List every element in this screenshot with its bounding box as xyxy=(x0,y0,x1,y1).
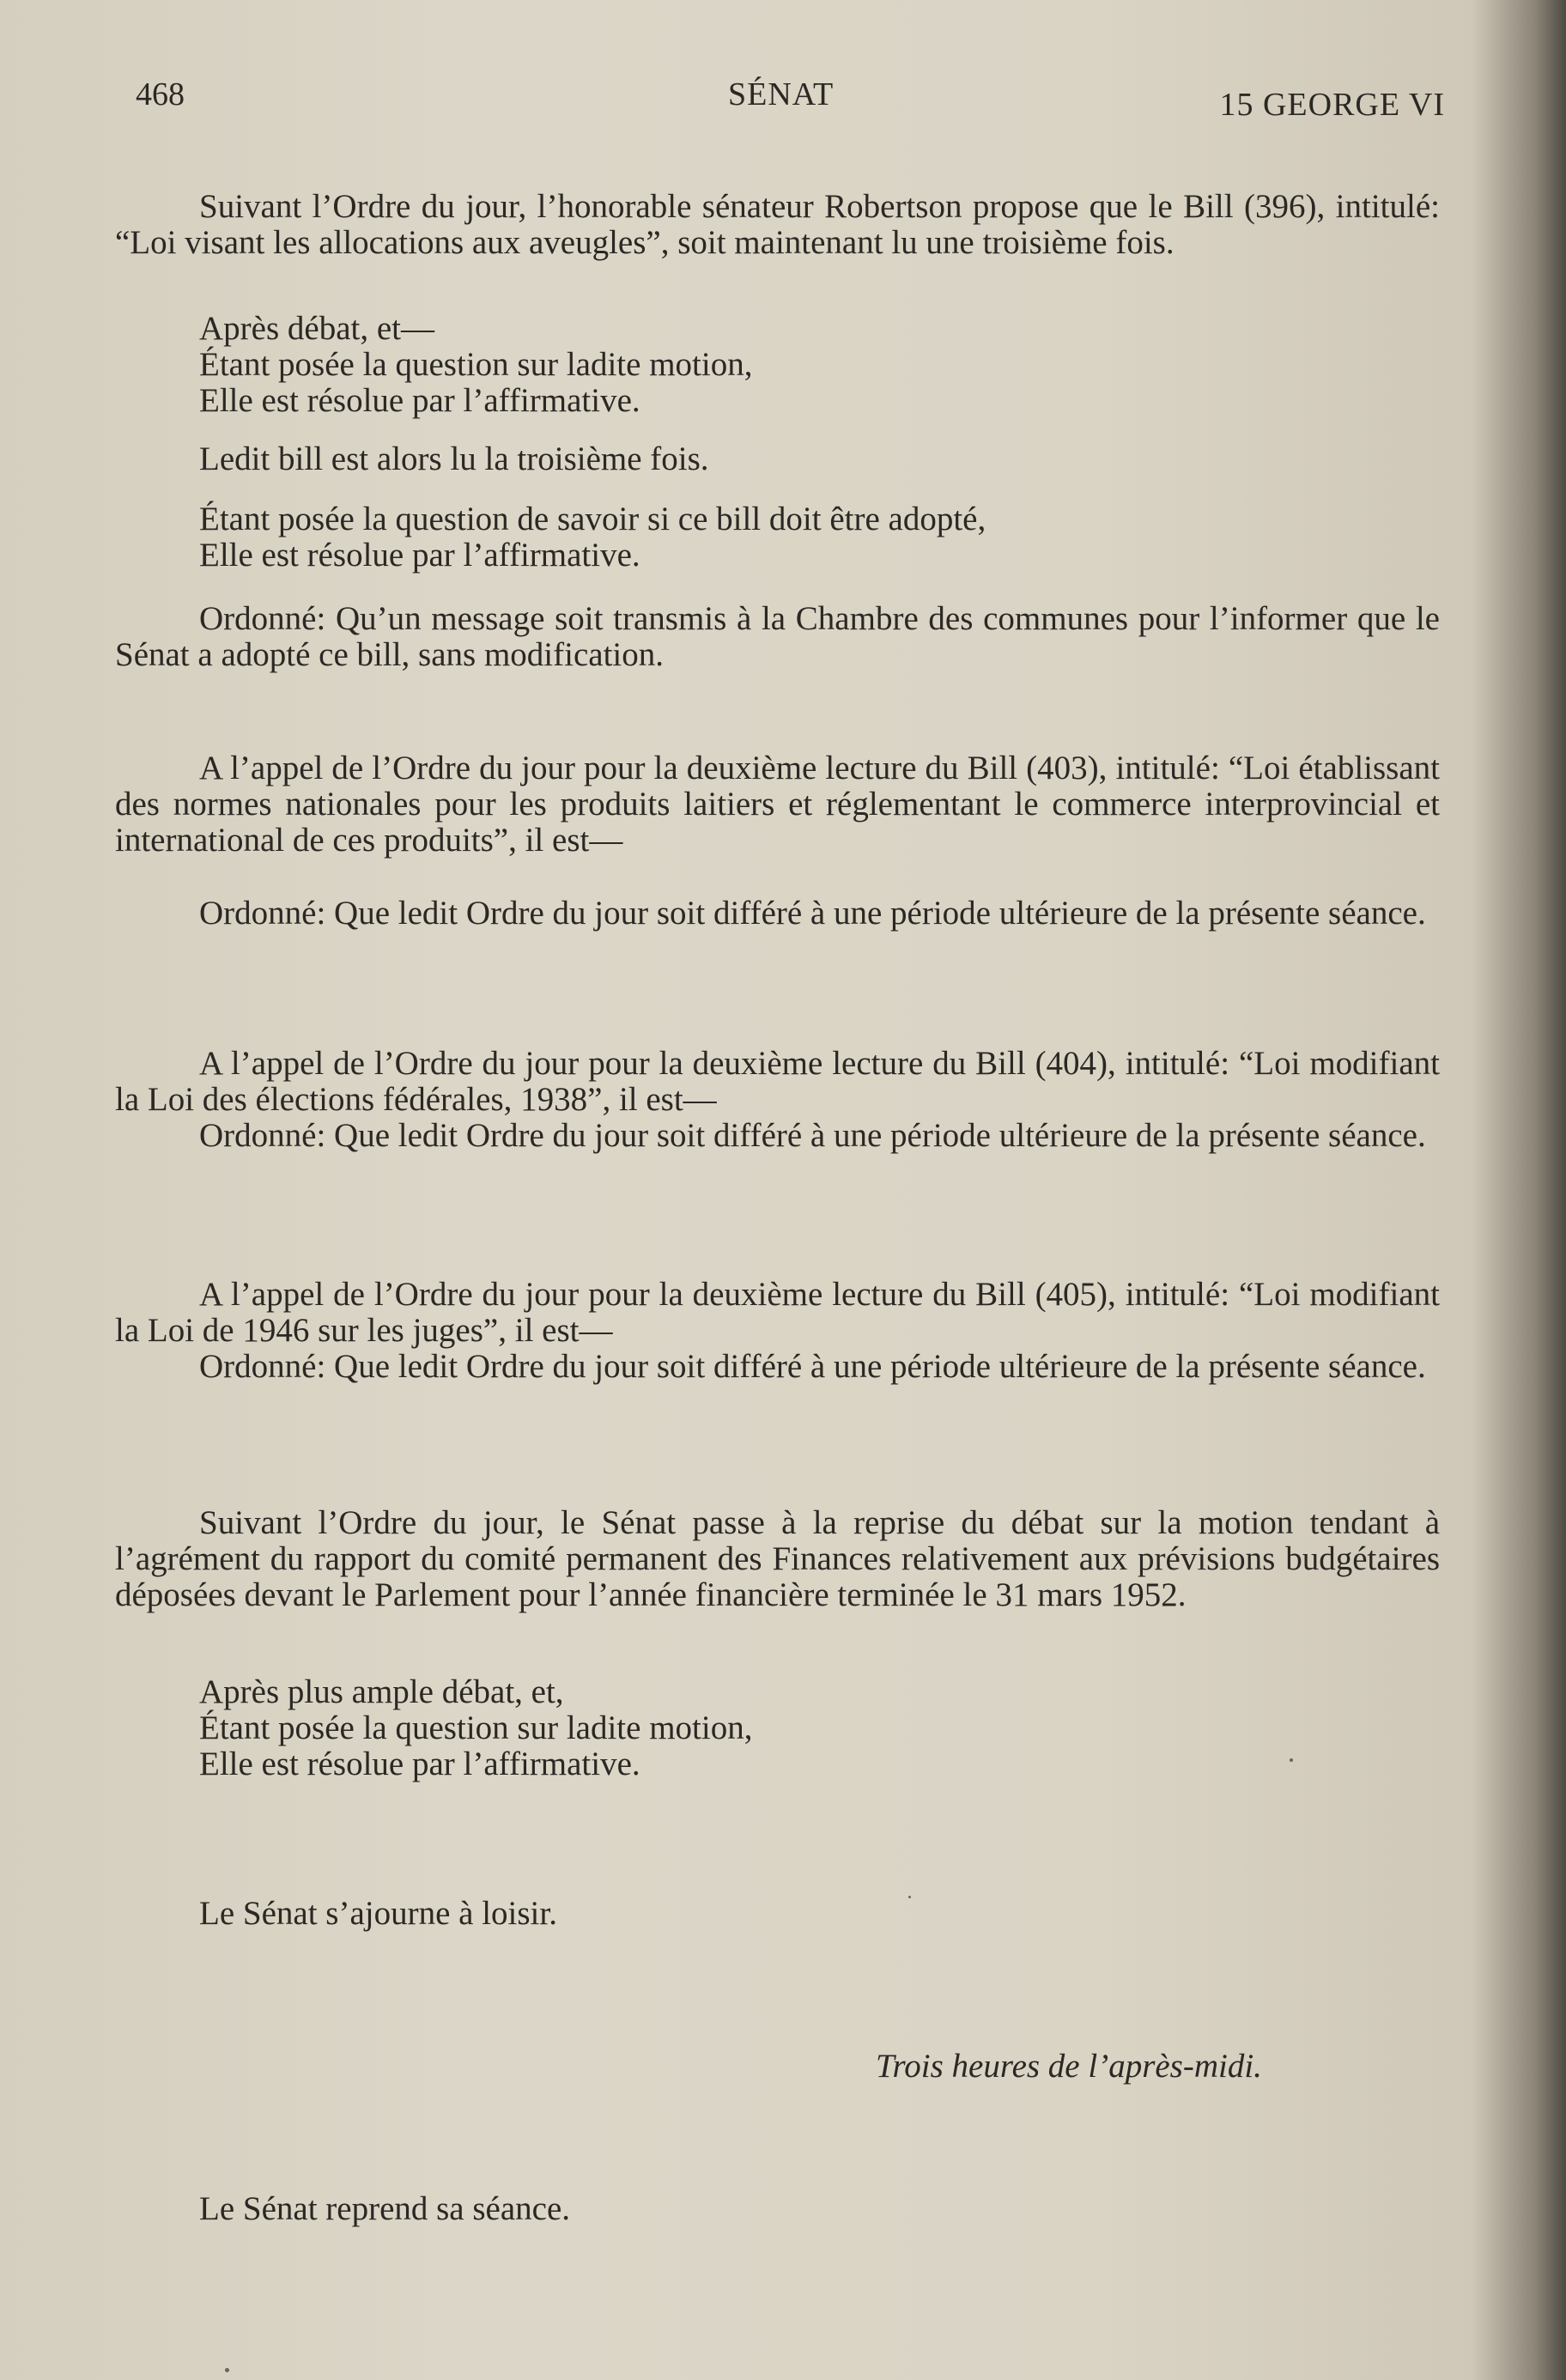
third-reading-line: Ledit bill est alors lu la troisième fois. xyxy=(199,440,709,477)
result-line: Elle est résolue par l’affirmative. xyxy=(199,1746,640,1782)
result-line: Elle est résolue par l’affirmative. xyxy=(199,537,640,574)
paper-speck xyxy=(1290,1758,1293,1762)
paragraph-finance-report: Suivant l’Ordre du jour, le Sénat passe à la reprise du débat sur la motion tendant à l’agrément du rapport du comité permanent des Finances relativement aux prévisions budgétaires déposées devant le Parlement pour l’année financière terminée le 31 mars 1952. xyxy=(115,1504,1440,1613)
result-line: Elle est résolue par l’affirmative. xyxy=(199,382,640,419)
adjournment-line: Le Sénat s’ajourne à loisir. xyxy=(199,1895,557,1932)
debate-line: Après débat, et— xyxy=(199,310,434,347)
paragraph-message-order: Ordonné: Qu’un message soit transmis à la Chambre des communes pour l’informer que le Sénat a adopté ce bill, sans modification. xyxy=(115,600,1440,673)
resumption-line: Le Sénat reprend sa séance. xyxy=(199,2190,571,2227)
paragraph-bill-405: A l’appel de l’Ordre du jour pour la deuxième lecture du Bill (405), intitulé: “Loi modifiant la Loi de 1946 sur les juges”, il est— xyxy=(115,1276,1440,1349)
page-number: 468 xyxy=(136,76,185,112)
page-header xyxy=(136,76,1445,127)
paragraph-bill-403: A l’appel de l’Ordre du jour pour la deuxième lecture du Bill (403), intitulé: “Loi établissant des normes nationales pour les produits laitiers et réglementant le commerce interprovincial et international de ces produits”, il est— xyxy=(115,750,1440,859)
running-title: SÉNAT xyxy=(728,76,835,112)
adoption-block xyxy=(115,501,1524,574)
debate-block xyxy=(115,311,1524,419)
question-line: Étant posée la question sur ladite motion, xyxy=(199,346,753,383)
paragraph-order-403: Ordonné: Que ledit Ordre du jour soit différé à une période ultérieure de la présente séance. xyxy=(199,895,1426,932)
paragraph-bill-396-motion: Suivant l’Ordre du jour, l’honorable sénateur Robertson propose que le Bill (396), intitulé: “Loi visant les allocations aux aveugles”, soit maintenant lu une troisième fois. xyxy=(115,188,1440,261)
paragraph-bill-404: A l’appel de l’Ordre du jour pour la deuxième lecture du Bill (404), intitulé: “Loi modifiant la Loi des élections fédérales, 1938”, il est— xyxy=(115,1045,1440,1118)
paper-speck xyxy=(908,1896,911,1898)
paragraph-order-405: Ordonné: Que ledit Ordre du jour soit différé à une période ultérieure de la présente séance. xyxy=(199,1348,1426,1385)
regnal-year: 15 GEORGE VI xyxy=(1219,87,1445,123)
question-line: Étant posée la question de savoir si ce bill doit être adopté, xyxy=(199,501,986,537)
question-line: Étant posée la question sur ladite motion, xyxy=(199,1709,753,1746)
time-note: Trois heures de l’après-midi. xyxy=(876,2048,1262,2085)
debate-line: Après plus ample débat, et, xyxy=(199,1673,564,1710)
paragraph-order-404: Ordonné: Que ledit Ordre du jour soit différé à une période ultérieure de la présente séance. xyxy=(199,1117,1426,1154)
paper-speck xyxy=(225,2368,229,2372)
further-debate-block xyxy=(115,1674,1524,1782)
